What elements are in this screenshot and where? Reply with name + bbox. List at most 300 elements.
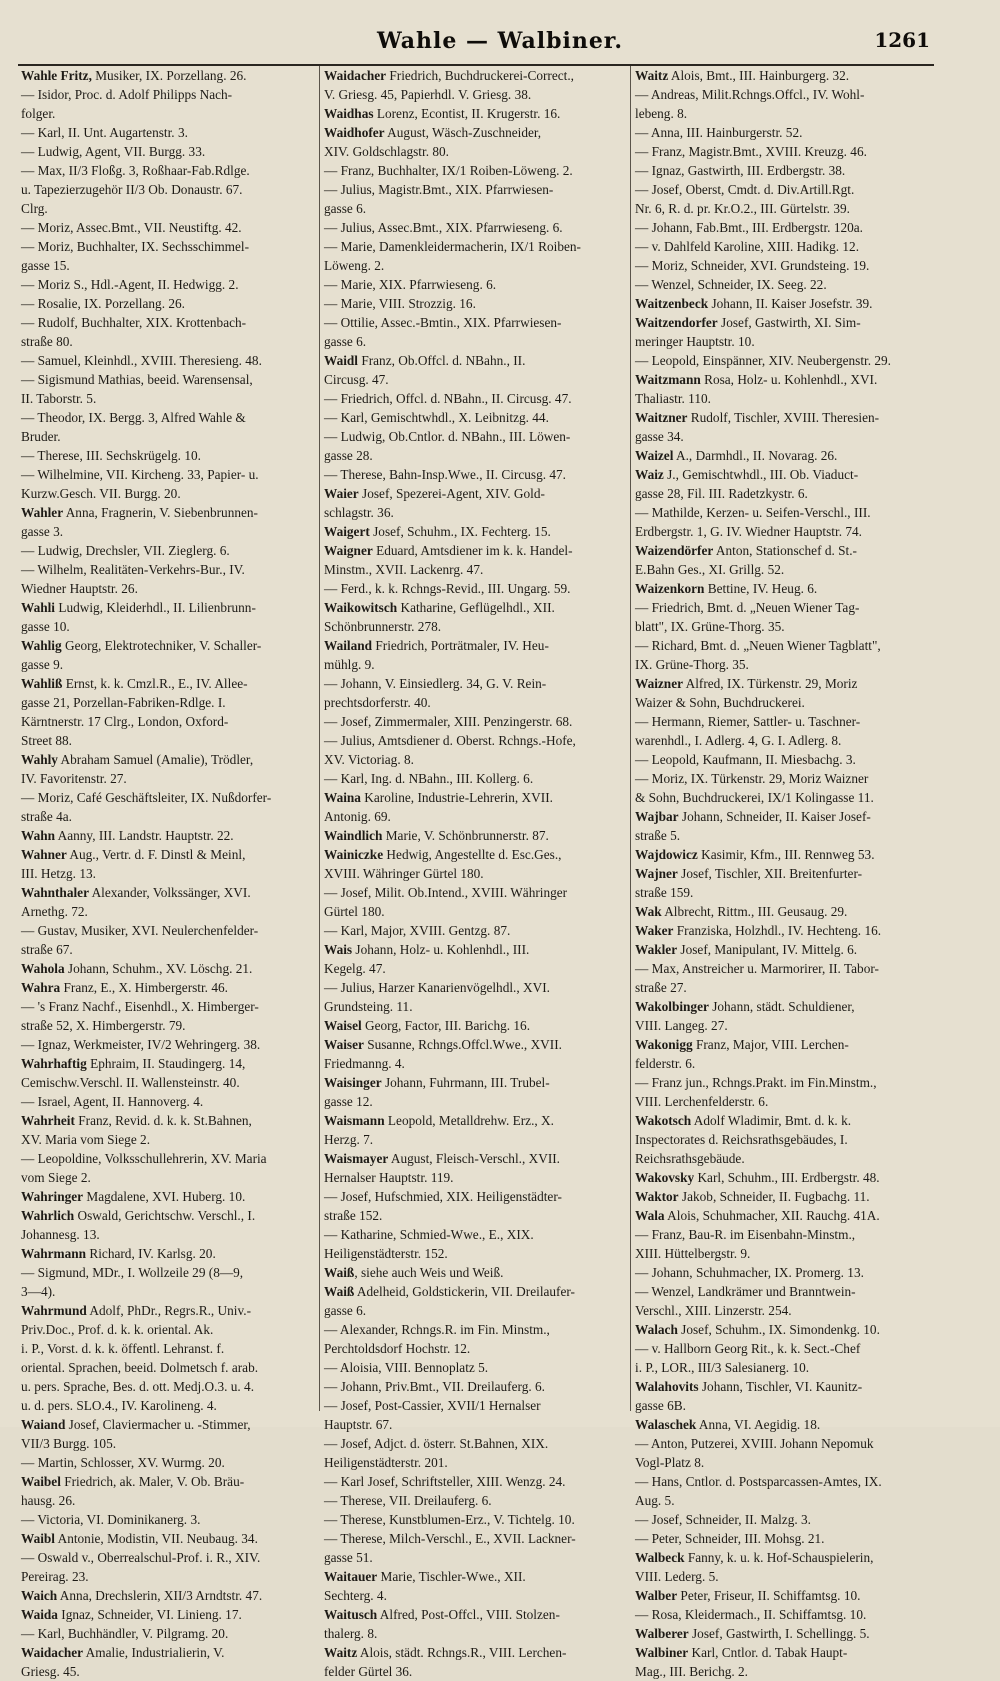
column-divider [630, 66, 631, 1411]
entry-text: Wiedner Hauptstr. 26. [21, 581, 138, 596]
entry-text: — Richard, Bmt. d. „Neuen Wiener Tagblatt", [635, 638, 881, 653]
entry-details: Magdalene, XVI. Huberg. 10. [83, 1189, 246, 1204]
entry-line [324, 180, 626, 199]
entry-details: Ludwig, Kleiderhdl., II. Lilienbrunn- [55, 600, 256, 615]
entry-text: Johannesg. 13. [21, 1227, 100, 1242]
entry-line [635, 1453, 935, 1472]
entry-surname: Waiß [324, 1265, 355, 1280]
entry-line [324, 883, 626, 902]
entry-line [635, 1586, 935, 1605]
entry-surname: Wahliß [21, 676, 63, 691]
entry-text: Herzg. 7. [324, 1132, 374, 1147]
entry-line [324, 85, 626, 104]
entry-line [324, 1662, 626, 1681]
entry-surname: Wahler [21, 505, 64, 520]
entry-text: — Julius, Harzer Kanarienvögelhdl., XVI. [324, 980, 550, 995]
entry-line [635, 427, 935, 446]
entry-surname: Wahra [21, 980, 61, 995]
entry-surname: Waich [21, 1588, 58, 1603]
entry-surname: Waida [21, 1607, 58, 1622]
entry-text: Nr. 6, R. d. pr. Kr.O.2., III. Gürtelstr. 39. [635, 201, 850, 216]
entry-line [324, 1434, 626, 1453]
entry-line [21, 1206, 315, 1225]
entry-surname: Waitz [635, 68, 669, 83]
entry-line [635, 1415, 935, 1434]
entry-line [21, 294, 315, 313]
entry-text: gasse 6. [324, 1303, 367, 1318]
entry-line [21, 408, 315, 427]
entry-text: — Theodor, IX. Bergg. 3, Alfred Wahle & [21, 410, 246, 425]
entry-line [635, 351, 935, 370]
entry-text: — Ignaz, Werkmeister, IV/2 Wehringerg. 38. [21, 1037, 261, 1052]
entry-line [635, 1529, 935, 1548]
entry-line [635, 750, 935, 769]
entry-details: Josef, Claviermacher u. -Stimmer, [65, 1417, 251, 1432]
entry-line [324, 522, 626, 541]
entry-details: A., Darmhdl., II. Novarag. 26. [673, 448, 838, 463]
entry-line [324, 1054, 626, 1073]
entry-details: August, Wäsch-Zuschneider, [384, 125, 542, 140]
entry-surname: Waitzendorfer [635, 315, 718, 330]
entry-line [635, 1643, 935, 1662]
entry-line [635, 484, 935, 503]
entry-line [21, 1510, 315, 1529]
entry-details: Katharine, Geflügelhdl., XII. [397, 600, 555, 615]
entry-line [324, 237, 626, 256]
entry-details: Johann, Fuhrmann, III. Trubel- [381, 1075, 550, 1090]
entry-text: u. pers. Sprache, Bes. d. ott. Medj.O.3. u. 4. [21, 1379, 255, 1394]
entry-surname: Wajner [635, 866, 678, 881]
entry-line [21, 370, 315, 389]
entry-text: Circusg. 47. [324, 372, 389, 387]
entry-text: II. Taborstr. 5. [21, 391, 97, 406]
entry-text: straße 159. [635, 885, 694, 900]
entry-details: Abraham Samuel (Amalie), Trödler, [57, 752, 254, 767]
entry-line [324, 826, 626, 845]
entry-details: Adolf Wladimir, Bmt. d. k. k. [691, 1113, 852, 1128]
entry-line [324, 218, 626, 237]
entry-line [324, 1339, 626, 1358]
entry-line [21, 465, 315, 484]
entry-text: gasse 10. [21, 619, 70, 634]
entry-details: Alfred, Post-Offcl., VIII. Stolzen- [377, 1607, 560, 1622]
entry-text: — Johann, V. Einsiedlerg. 34, G. V. Rein- [324, 676, 547, 691]
entry-text: Hauptstr. 67. [324, 1417, 393, 1432]
entry-line [324, 1244, 626, 1263]
entry-line [21, 446, 315, 465]
entry-line [324, 256, 626, 275]
entry-line [324, 959, 626, 978]
entry-details: Peter, Friseur, II. Schiffamtsg. 10. [677, 1588, 861, 1603]
entry-line [635, 636, 935, 655]
entry-text: straße 152. [324, 1208, 383, 1223]
entry-surname: Wakovsky [635, 1170, 695, 1185]
entry-details: Franz, E., X. Himbergerstr. 46. [60, 980, 228, 995]
entry-line [21, 541, 315, 560]
entry-line [324, 1130, 626, 1149]
entry-line [635, 731, 935, 750]
entry-text: Aug. 5. [635, 1493, 675, 1508]
entry-surname: Walber [635, 1588, 678, 1603]
entry-line [635, 1662, 935, 1681]
entry-line [21, 104, 315, 123]
entry-text: Heiligenstädterstr. 201. [324, 1455, 448, 1470]
entry-details: Lorenz, Econtist, II. Krugerstr. 16. [373, 106, 561, 121]
entry-line [21, 199, 315, 218]
page-number: 1261 [874, 28, 930, 52]
entry-surname: Waina [324, 790, 361, 805]
entry-line [635, 997, 935, 1016]
entry-text: Perchtoldsdorf Hochstr. 12. [324, 1341, 471, 1356]
entry-line [635, 1510, 935, 1529]
entry-text: — Marie, Damenkleidermacherin, IX/1 Roiben- [324, 239, 581, 254]
entry-text: felderstr. 6. [635, 1056, 696, 1071]
entry-line [21, 180, 315, 199]
entry-line [21, 1491, 315, 1510]
entry-line [21, 1453, 315, 1472]
entry-details: Josef, Gastwirth, XI. Sim- [717, 315, 861, 330]
entry-line [21, 579, 315, 598]
entry-text: & Sohn, Buchdruckerei, IX/1 Kolingasse 11. [635, 790, 874, 805]
entry-line [21, 123, 315, 142]
entry-details: Ernst, k. k. Cmzl.R., E., IV. Allee- [62, 676, 248, 691]
running-title: Wahle — Walbiner. [376, 28, 624, 54]
entry-text: — Karl, Gemischtwhdl., X. Leibnitzg. 44. [324, 410, 549, 425]
entry-details: Johann, Tischler, VI. Kaunitz- [698, 1379, 863, 1394]
entry-text: E.Bahn Ges., XI. Grillg. 52. [635, 562, 785, 577]
entry-text: — Gustav, Musiker, XVI. Neulerchenfelder- [21, 923, 259, 938]
entry-line [635, 313, 935, 332]
entry-text: — Sigmund, MDr., I. Wollzeile 29 (8—9, [21, 1265, 244, 1280]
entry-line [635, 845, 935, 864]
entry-text: III. Hetzg. 13. [21, 866, 96, 881]
entry-line [21, 560, 315, 579]
entry-details: Franziska, Holzhdl., IV. Hechteng. 16. [673, 923, 882, 938]
entry-line [21, 85, 315, 104]
entry-text: — Leopoldine, Volksschullehrerin, XV. Maria [21, 1151, 267, 1166]
entry-line [324, 1111, 626, 1130]
entry-line [635, 1339, 935, 1358]
entry-surname: Waizendörfer [635, 543, 714, 558]
entry-line [324, 351, 626, 370]
entry-text: — Alexander, Rchngs.R. im Fin. Minstm., [324, 1322, 550, 1337]
entry-details: Karl, Schuhm., III. Erdbergstr. 48. [694, 1170, 880, 1185]
entry-line [21, 845, 315, 864]
entry-line [635, 218, 935, 237]
entry-line [635, 332, 935, 351]
entry-text: — Friedrich, Offcl. d. NBahn., II. Circusg. 47. [324, 391, 572, 406]
entry-surname: Walbiner [635, 1645, 689, 1660]
entry-text: — Moriz, Schneider, XVI. Grundsteing. 19. [635, 258, 870, 273]
entry-surname: Waindlich [324, 828, 383, 843]
entry-text: straße 5. [635, 828, 681, 843]
entry-line [324, 66, 626, 85]
entry-text: — Josef, Zimmermaler, XIII. Penzingerstr. 68. [324, 714, 573, 729]
entry-line [635, 1092, 935, 1111]
entry-line [21, 1586, 315, 1605]
entry-text: — Karl, Major, XVIII. Gentzg. 87. [324, 923, 511, 938]
entry-text: Verschl., XIII. Linzerstr. 254. [635, 1303, 792, 1318]
entry-details: Anna, Drechslerin, XII/3 Arndtstr. 47. [57, 1588, 263, 1603]
entry-surname: Waidhas [324, 106, 374, 121]
entry-line [21, 1548, 315, 1567]
entry-surname: Waier [324, 486, 359, 501]
entry-surname: Waidl [324, 353, 358, 368]
entry-surname: Wakonigg [635, 1037, 693, 1052]
entry-text: — Julius, Assec.Bmt., XIX. Pfarrwieseng. 6. [324, 220, 563, 235]
entry-text: hausg. 26. [21, 1493, 76, 1508]
entry-line [21, 883, 315, 902]
entry-line [324, 1320, 626, 1339]
entry-line [635, 389, 935, 408]
entry-line [21, 484, 315, 503]
entry-details: Franz, Ob.Offcl. d. NBahn., II. [358, 353, 526, 368]
entry-text: mühlg. 9. [324, 657, 375, 672]
entry-surname: Wahrmann [21, 1246, 87, 1261]
entry-line [21, 1472, 315, 1491]
entry-details: Kasimir, Kfm., III. Rennweg 53. [697, 847, 875, 862]
entry-line [635, 85, 935, 104]
entry-text: u. Tapezierzugehör II/3 Ob. Donaustr. 67. [21, 182, 243, 197]
entry-text: — Sigismund Mathias, beeid. Warensensal, [21, 372, 253, 387]
entry-surname: Waitzmann [635, 372, 701, 387]
entry-surname: Waidacher [21, 1645, 84, 1660]
entry-line [324, 1149, 626, 1168]
entry-text: Griesg. 45. [21, 1664, 80, 1679]
entry-text: — Johann, Priv.Bmt., VII. Dreilauferg. 6. [324, 1379, 545, 1394]
entry-line [635, 370, 935, 389]
entry-surname: Walberer [635, 1626, 689, 1641]
entry-line [635, 1377, 935, 1396]
entry-details: Johann, Schneider, II. Kaiser Josef- [678, 809, 871, 824]
entry-text: — Therese, Kunstblumen-Erz., V. Tichtelg. 10. [324, 1512, 575, 1527]
entry-text: — Franz, Magistr.Bmt., XVIII. Kreuzg. 46. [635, 144, 867, 159]
entry-surname: Waisel [324, 1018, 362, 1033]
entry-text: — Therese, III. Sechskrügelg. 10. [21, 448, 201, 463]
entry-text: — Wenzel, Landkrämer und Branntwein- [635, 1284, 856, 1299]
entry-text: — Max, Anstreicher u. Marmorirer, II. Tabor- [635, 961, 879, 976]
entry-text: Vogl-Platz 8. [635, 1455, 705, 1470]
entry-surname: Waiand [21, 1417, 66, 1432]
entry-surname: Waibl [21, 1531, 55, 1546]
entry-line [21, 978, 315, 997]
entry-line [21, 731, 315, 750]
entry-surname: Wahn [21, 828, 56, 843]
entry-details: Karoline, Industrie-Lehrerin, XVII. [360, 790, 553, 805]
entry-text: Waizer & Sohn, Buchdruckerei. [635, 695, 805, 710]
entry-text: Bruder. [21, 429, 61, 444]
entry-line [635, 693, 935, 712]
entry-line [324, 199, 626, 218]
entry-surname: Waiz [635, 467, 664, 482]
entry-line [324, 769, 626, 788]
entry-line [324, 541, 626, 560]
entry-line [635, 1358, 935, 1377]
entry-surname: Wakler [635, 942, 678, 957]
entry-line [324, 1301, 626, 1320]
entry-text: Friedmanng. 4. [324, 1056, 405, 1071]
entry-line [635, 560, 935, 579]
entry-text: — v. Hallborn Georg Rit., k. k. Sect.-Chef [635, 1341, 861, 1356]
entry-text: — Peter, Schneider, III. Mohsg. 21. [635, 1531, 825, 1546]
entry-text: — Anton, Putzerei, XVIII. Johann Nepomuk [635, 1436, 874, 1451]
entry-line [21, 332, 315, 351]
entry-line [635, 66, 935, 85]
entry-details: Johann, II. Kaiser Josefstr. 39. [708, 296, 873, 311]
entry-text: — Wilhelmine, VII. Kircheng. 33, Papier- u. [21, 467, 259, 482]
entry-text: Grundsteing. 11. [324, 999, 413, 1014]
entry-text: — Wenzel, Schneider, IX. Seeg. 22. [635, 277, 827, 292]
entry-text: lebeng. 8. [635, 106, 688, 121]
entry-line [21, 1092, 315, 1111]
entry-line [324, 275, 626, 294]
entry-line [324, 1567, 626, 1586]
entry-details: Georg, Factor, III. Barichg. 16. [361, 1018, 531, 1033]
entry-details: Johann, Schuhm., XV. Löschg. 21. [64, 961, 253, 976]
entry-details: Amalie, Industrialierin, V. [83, 1645, 225, 1660]
entry-line [635, 503, 935, 522]
entry-line [21, 864, 315, 883]
entry-details: Alois, Schuhmacher, XII. Rauchg. 41A. [664, 1208, 880, 1223]
entry-line [21, 997, 315, 1016]
entry-line [21, 636, 315, 655]
entry-surname: Waigert [324, 524, 370, 539]
entry-text: — Moriz, IX. Türkenstr. 29, Moriz Waizner [635, 771, 869, 786]
entry-line [635, 199, 935, 218]
entry-line [324, 902, 626, 921]
entry-text: gasse 3. [21, 524, 64, 539]
column-3 [632, 66, 938, 1679]
entry-line [324, 1491, 626, 1510]
entry-surname: Waizenkorn [635, 581, 705, 596]
entry-details: Hedwig, Angestellte d. Esc.Ges., [383, 847, 562, 862]
entry-text: Hernalser Hauptstr. 119. [324, 1170, 454, 1185]
entry-details: Alois, Bmt., III. Hainburgerg. 32. [668, 68, 850, 83]
entry-text: VIII. Lederg. 5. [635, 1569, 719, 1584]
entry-surname: Wahli [21, 600, 55, 615]
entry-surname: Waizel [635, 448, 674, 463]
entry-line [324, 655, 626, 674]
entry-surname: Wahrheit [21, 1113, 75, 1128]
entry-line [324, 1092, 626, 1111]
entry-line [635, 1567, 935, 1586]
entry-text: schlagstr. 36. [324, 505, 394, 520]
entry-text: Heiligenstädterstr. 152. [324, 1246, 448, 1261]
entry-line [635, 180, 935, 199]
entry-line [635, 864, 935, 883]
entry-details: Eduard, Amtsdiener im k. k. Handel- [372, 543, 573, 558]
entry-line [21, 769, 315, 788]
entry-text: — Ludwig, Ob.Cntlor. d. NBahn., III. Löwen- [324, 429, 571, 444]
entry-details: Rudolf, Tischler, XVIII. Theresien- [687, 410, 880, 425]
entry-line [635, 655, 935, 674]
entry-line [635, 921, 935, 940]
entry-text: Street 88. [21, 733, 72, 748]
entry-line [324, 693, 626, 712]
entry-surname: Wahly [21, 752, 58, 767]
entry-line [21, 959, 315, 978]
entry-text: blatt", IX. Grüne-Thorg. 35. [635, 619, 785, 634]
entry-details: Marie, Tischler-Wwe., XII. [377, 1569, 526, 1584]
entry-text: Priv.Doc., Prof. d. k. k. oriental. Ak. [21, 1322, 214, 1337]
entry-line [21, 218, 315, 237]
entry-line [21, 66, 315, 85]
entry-line [324, 1225, 626, 1244]
entry-line [635, 123, 935, 142]
entry-line [324, 845, 626, 864]
entry-line [21, 1320, 315, 1339]
entry-text: — Karl, II. Unt. Augartenstr. 3. [21, 125, 188, 140]
entry-line [635, 598, 935, 617]
entry-line [635, 256, 935, 275]
entry-text: — Rudolf, Buchhalter, XIX. Krottenbach- [21, 315, 247, 330]
entry-line [324, 978, 626, 997]
entry-text: — Rosa, Kleidermach., II. Schiffamtsg. 10. [635, 1607, 867, 1622]
entry-line [324, 788, 626, 807]
entry-text: Clrg. [21, 201, 48, 216]
entry-details: Josef, Schuhm., IX. Fechterg. 15. [369, 524, 551, 539]
entry-text: — Karl, Ing. d. NBahn., III. Kollerg. 6. [324, 771, 534, 786]
entry-line [635, 978, 935, 997]
entry-surname: Waitusch [324, 1607, 378, 1622]
entry-text: — Therese, VII. Dreilauferg. 6. [324, 1493, 492, 1508]
entry-line [21, 1339, 315, 1358]
entry-line [324, 1035, 626, 1054]
entry-line [21, 1225, 315, 1244]
entry-line [21, 1396, 315, 1415]
entry-line [21, 1168, 315, 1187]
entry-text: Schönbrunnerstr. 278. [324, 619, 442, 634]
entry-surname: Wais [324, 942, 353, 957]
entry-line [21, 351, 315, 370]
entry-line [21, 655, 315, 674]
entry-line [324, 1377, 626, 1396]
entry-surname: Wakotsch [635, 1113, 692, 1128]
entry-text: — Josef, Schneider, II. Malzg. 3. [635, 1512, 811, 1527]
entry-text: — Therese, Bahn-Insp.Wwe., II. Circusg. 47. [324, 467, 566, 482]
entry-line [635, 826, 935, 845]
entry-surname: Waisinger [324, 1075, 382, 1090]
entry-text: — Marie, VIII. Strozzig. 16. [324, 296, 476, 311]
entry-text: u. d. pers. SLO.4., IV. Karolineng. 4. [21, 1398, 217, 1413]
entry-details: Josef, Tischler, XII. Breitenfurter- [677, 866, 863, 881]
entry-line [324, 1396, 626, 1415]
entry-line [635, 1434, 935, 1453]
entry-surname: Waktor [635, 1189, 679, 1204]
entry-line [635, 1548, 935, 1567]
entry-text: — Andreas, Milit.Rchngs.Offcl., IV. Wohl- [635, 87, 865, 102]
entry-line [635, 902, 935, 921]
entry-line [21, 1643, 315, 1662]
entry-details: Ephraim, II. Staudingerg. 14, [86, 1056, 246, 1071]
entry-line [324, 560, 626, 579]
entry-line [635, 1605, 935, 1624]
entry-text: VIII. Lerchenfelderstr. 6. [635, 1094, 769, 1109]
entry-line [21, 902, 315, 921]
entry-details: Josef, Gastwirth, I. Schellingg. 5. [688, 1626, 870, 1641]
entry-line [324, 1358, 626, 1377]
entry-details: Jakob, Schneider, II. Fugbachg. 11. [678, 1189, 870, 1204]
entry-line [21, 788, 315, 807]
entry-text: XV. Victoriag. 8. [324, 752, 414, 767]
entry-line [324, 503, 626, 522]
entry-surname: Wailand [324, 638, 373, 653]
entry-line [635, 1073, 935, 1092]
entry-surname: Walbeck [635, 1550, 685, 1565]
entry-text: — Moriz S., Hdl.-Agent, II. Hedwigg. 2. [21, 277, 239, 292]
entry-line [324, 104, 626, 123]
entry-text: — Therese, Milch-Verschl., E., XVII. Lackner- [324, 1531, 576, 1546]
